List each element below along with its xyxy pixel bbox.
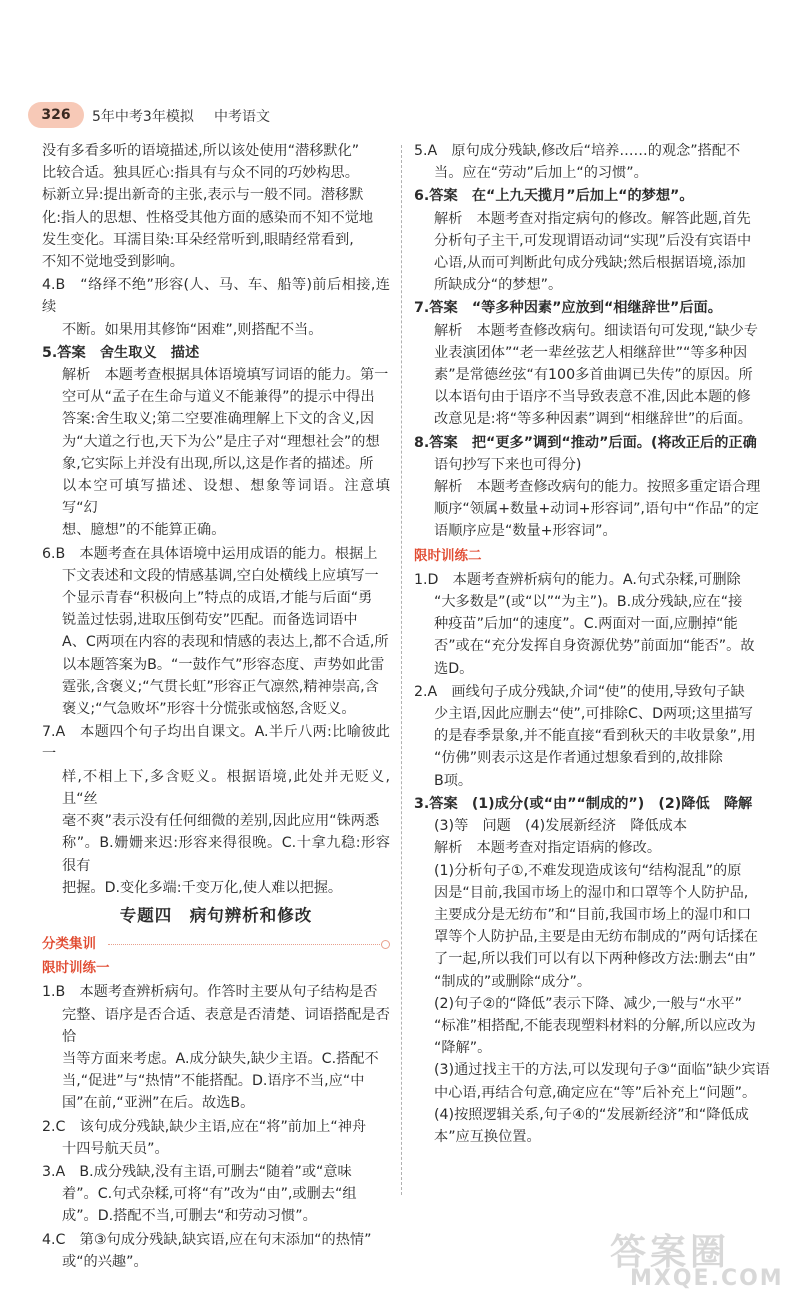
answer-5b — [414, 140, 778, 184]
text-line: 罩等个人防护品,主要是由无纺布制成的”两句话揉在 — [434, 929, 758, 946]
watermark-logo — [570, 1224, 784, 1294]
text-line: “仿佛”则表示这是作者通过想象看到的,故排除 — [434, 750, 723, 767]
answer-b2 — [42, 1116, 390, 1160]
text-line: 以本空可填写描述、设想、想象等词语。注意填写“幻 — [62, 478, 390, 517]
category-header — [42, 933, 390, 955]
category-divider — [108, 944, 386, 945]
circle-icon — [381, 940, 390, 949]
text-line: 分析句子主干,可发现谓语动词“实现”后没有宾语中 — [434, 232, 752, 249]
text-line: 称”。B.姗姗来迟:形容来得很晚。C.十拿九稳:形容很有 — [62, 835, 390, 874]
text-line: 完整、语序是否合适、表意是否清楚、词语搭配是否恰 — [62, 1006, 390, 1045]
text-line: 标新立异:提出新奇的主张,表示与一般不同。潜移默 — [42, 187, 364, 204]
text-line: 5.A 原句成分残缺,修改后“培养……的观念”搭配不 — [414, 143, 741, 159]
text-line: 当。应在“劳动”后加上“的习惯”。 — [434, 165, 648, 182]
column-divider — [401, 145, 402, 1195]
text-line: 主要成分是无纺布”和“目前,我国市场上的湿巾和口 — [434, 906, 752, 923]
text-line: 了一起,所以我们可以有以下两种修改方法:删去“由” — [434, 951, 756, 968]
text-line: 锐盖过怯弱,进取压倒苟安”匹配。而备选词语中 — [62, 612, 358, 629]
category-label: 分类集训 — [42, 936, 96, 953]
continued-explanation — [42, 140, 390, 273]
text-line: (1)分析句子①,不难发现造成该句“结构混乱”的原 — [434, 862, 742, 879]
text-line: 少主语,因此应删去“使”,可排除C、D两项;这里描写 — [434, 706, 753, 723]
text-line: (3)通过找主干的方法,可以发现句子③“面临”缺少宾语 — [434, 1062, 770, 1079]
text-line: 顺序“领属+数量+动词+形容词”,语句中“作品”的定 — [434, 501, 759, 518]
text-line: 2.A 画线句子成分残缺,介词“使”的使用,导致句子缺 — [414, 683, 745, 700]
answer-8b — [414, 432, 778, 543]
text-line: 想、臆想”的不能算正确。 — [62, 522, 226, 539]
left-column — [42, 140, 390, 1274]
text-line: 十四号航天员”。 — [62, 1140, 169, 1157]
answer-c3 — [414, 793, 778, 1148]
text-line: 没有多看多听的语境描述,所以该处使用“潜移默化” — [42, 143, 360, 159]
text-line: 答案:舍生取义;第二空要准确理解上下文的含义,因 — [62, 411, 375, 428]
text-line: 心语,从而可判断此句成分残缺;然后根据语境,添加 — [434, 255, 746, 272]
text-line: 空可从“孟子在生命与道义不能兼得”的提示中得出 — [62, 389, 375, 406]
text-line: (2)句子②的“降低”表示下降、减少,一般与“水平” — [434, 995, 742, 1012]
watermark-url: MXQE.COM — [630, 1266, 784, 1291]
text-line: 样,不相上下,多含贬义。根据语境,此处并无贬义,且“丝 — [62, 768, 390, 807]
text-line: 2.C 该句成分残缺,缺少主语,应在“将”前加上“神舟 — [42, 1118, 367, 1135]
text-line: 6.答案 在“上九天揽月”后加上“的梦想”。 — [414, 188, 694, 205]
watermark-text: 答案圈 — [610, 1232, 731, 1273]
text-line: 不知不觉地受到影响。 — [42, 254, 184, 271]
text-line: 1.D 本题考查辨析病句的能力。A.句式杂糅,可删除 — [414, 571, 741, 588]
answer-c1 — [414, 569, 778, 680]
text-line: 当等方面来考虑。A.成分缺失,缺少主语。C.搭配不 — [62, 1050, 379, 1067]
sub-section-label: 限时训练二 — [414, 547, 482, 564]
answer-b1 — [42, 981, 390, 1114]
text-line: “大多数是”(或“以”“为主”)。B.成分残缺,应在“接 — [434, 594, 743, 611]
answer-7 — [42, 721, 390, 899]
text-line: 下文表述和文段的情感基调,空白处横线上应填写一 — [62, 567, 379, 584]
text-line: “降解”。 — [434, 1040, 492, 1057]
text-line: 解析 本题考查对指定病句的修改。解答此题,首先 — [434, 210, 751, 227]
text-line: 5.答案 舍生取义 描述 — [42, 344, 200, 361]
text-line: 褒义;“气急败坏”形容十分慌张或恼怒,含贬义。 — [62, 701, 356, 718]
text-line: 4.C 第③句成分残缺,缺宾语,应在句末添加“的热情” — [42, 1231, 372, 1248]
book-subject: 中考语文 — [214, 109, 270, 125]
text-line: 着”。C.句式杂糅,可将“有”改为“由”,或删去“组 — [62, 1186, 357, 1203]
answer-6 — [42, 543, 390, 721]
answer-5 — [42, 342, 390, 542]
text-line: 以本题答案为B。“一鼓作气”形容态度、声势如此雷 — [62, 656, 385, 673]
text-line: 4.B “络绎不绝”形容(人、马、车、船等)前后相接,连续 — [42, 277, 390, 316]
text-line: 发生变化。耳濡目染:耳朵经常听到,眼睛经常看到, — [42, 231, 354, 248]
text-line: 霆张,含褒义;“气贯长虹”形容正气凛然,精神崇高,含 — [62, 678, 379, 695]
text-line: “制成的”或删除“成分”。 — [434, 973, 592, 990]
answer-b4 — [42, 1229, 390, 1273]
book-title: 5年中考3年模拟 — [92, 109, 194, 125]
text-line: 否”或在“充分发挥自身资源优势”前面加“能否”。故 — [434, 638, 755, 655]
text-line: 业表演团体”“老一辈丝弦艺人相继辞世”“等多种因 — [434, 344, 748, 361]
text-line: 为“大道之行也,天下为公”是庄子对“理想社会”的想 — [62, 433, 380, 450]
text-line: 7.答案 “等多种因素”应放到“相继辞世”后面。 — [414, 300, 722, 317]
text-line: “标准”相搭配,不能表现塑料材料的分解,所以应改为 — [434, 1017, 756, 1034]
text-line: (3)等 问题 (4)发展新经济 降低成本 — [434, 818, 688, 835]
text-line: 本”应互换位置。 — [434, 1128, 541, 1145]
text-line: 1.B 本题考查辨析病句。作答时主要从句子结构是否 — [42, 984, 378, 1001]
text-line: 3.答案 (1)成分(或“由”“制成的”) (2)降低 降解 — [414, 795, 753, 812]
answer-4 — [42, 274, 390, 341]
text-line: 所缺成分“的梦想”。 — [434, 277, 563, 294]
right-column — [414, 140, 778, 1149]
text-line: 语句抄写下来也可得分) — [434, 456, 582, 473]
text-line: 化:指人的思想、性格受其他方面的感染而不知不觉地 — [42, 209, 374, 226]
text-line: 选D。 — [434, 660, 474, 677]
text-line: 象,它实际上并没有出现,所以,这是作者的描述。所 — [62, 455, 374, 472]
text-line: 不断。如果用其修饰“困难”,则搭配不当。 — [62, 321, 323, 338]
text-line: 中心语,再结合句意,确定应在“等”后补充上“问题”。 — [434, 1084, 757, 1101]
text-line: 解析 本题考查修改病句。细读语句可发现,“缺少专 — [434, 322, 758, 339]
text-line: 成”。D.搭配不当,可删去“和劳动习惯”。 — [62, 1208, 317, 1225]
text-line: 素”是常德丝弦“有100多首曲调已失传”的原因。所 — [434, 367, 753, 384]
text-line: 3.A B.成分残缺,没有主语,可删去“随着”或“意味 — [42, 1163, 352, 1180]
sub-section-label: 限时训练一 — [42, 960, 110, 977]
text-line: 当,“促进”与“热情”不能搭配。D.语序不当,应“中 — [62, 1073, 365, 1090]
text-line: 以本语句由于语序不当导致表意不准,因此本题的修 — [434, 389, 751, 406]
text-line: 比较合适。独具匠心:指具有与众不同的巧妙构思。 — [42, 165, 359, 182]
text-line: A、C两项在内容的表现和情感的表达上,都不合适,所 — [62, 634, 389, 651]
answer-7b — [414, 297, 778, 430]
text-line: B项。 — [434, 772, 473, 789]
page-number-badge: 326 — [28, 102, 84, 128]
text-line: 8.答案 把“更多”调到“推动”后面。(将改正后的正确 — [414, 434, 757, 451]
answer-6b — [414, 185, 778, 296]
answer-b3 — [42, 1161, 390, 1228]
text-line: 因是“目前,我国市场上的湿巾和口罩等个人防护品, — [434, 884, 749, 901]
text-line: 6.B 本题考查在具体语境中运用成语的能力。根据上 — [42, 545, 378, 562]
answer-c2 — [414, 681, 778, 792]
text-line: 解析 本题考查对指定语病的修改。 — [434, 840, 662, 857]
text-line: 的是春季景象,并不能直接“看到秋天的丰收景象”,用 — [434, 728, 756, 745]
text-line: 种疫苗”后加“的速度”。C.两面对一面,应删掉“能 — [434, 616, 738, 633]
text-line: 解析 本题考查修改病句的能力。按照多重定语合理 — [434, 479, 761, 496]
text-line: 个显示青春“积极向上”特点的成语,才能与后面“勇 — [62, 590, 373, 607]
text-line: 国”在前,“亚洲”在后。故选B。 — [62, 1095, 255, 1112]
text-line: 解析 本题考查根据具体语境填写词语的能力。第一 — [62, 367, 389, 384]
text-line: 改意见是:将“等多种因素”调到“相继辞世”的后面。 — [434, 411, 752, 428]
text-line: 或“的兴趣”。 — [62, 1253, 148, 1270]
page-header — [0, 98, 800, 138]
section-title: 专题四 病句辨析和修改 — [119, 905, 313, 925]
text-line: 把握。D.变化多端:千变万化,使人难以把握。 — [62, 879, 343, 896]
text-line: 毫不爽”表示没有任何细微的差别,因此应用“铢两悉 — [62, 813, 380, 830]
text-line: (4)按照逻辑关系,句子④的“发展新经济”和“降低成 — [434, 1106, 749, 1123]
text-line: 语顺序应是“数量+形容词”。 — [434, 523, 617, 540]
text-line: 7.A 本题四个句子均出自课文。A.半斤八两:比喻彼此一 — [42, 724, 390, 763]
